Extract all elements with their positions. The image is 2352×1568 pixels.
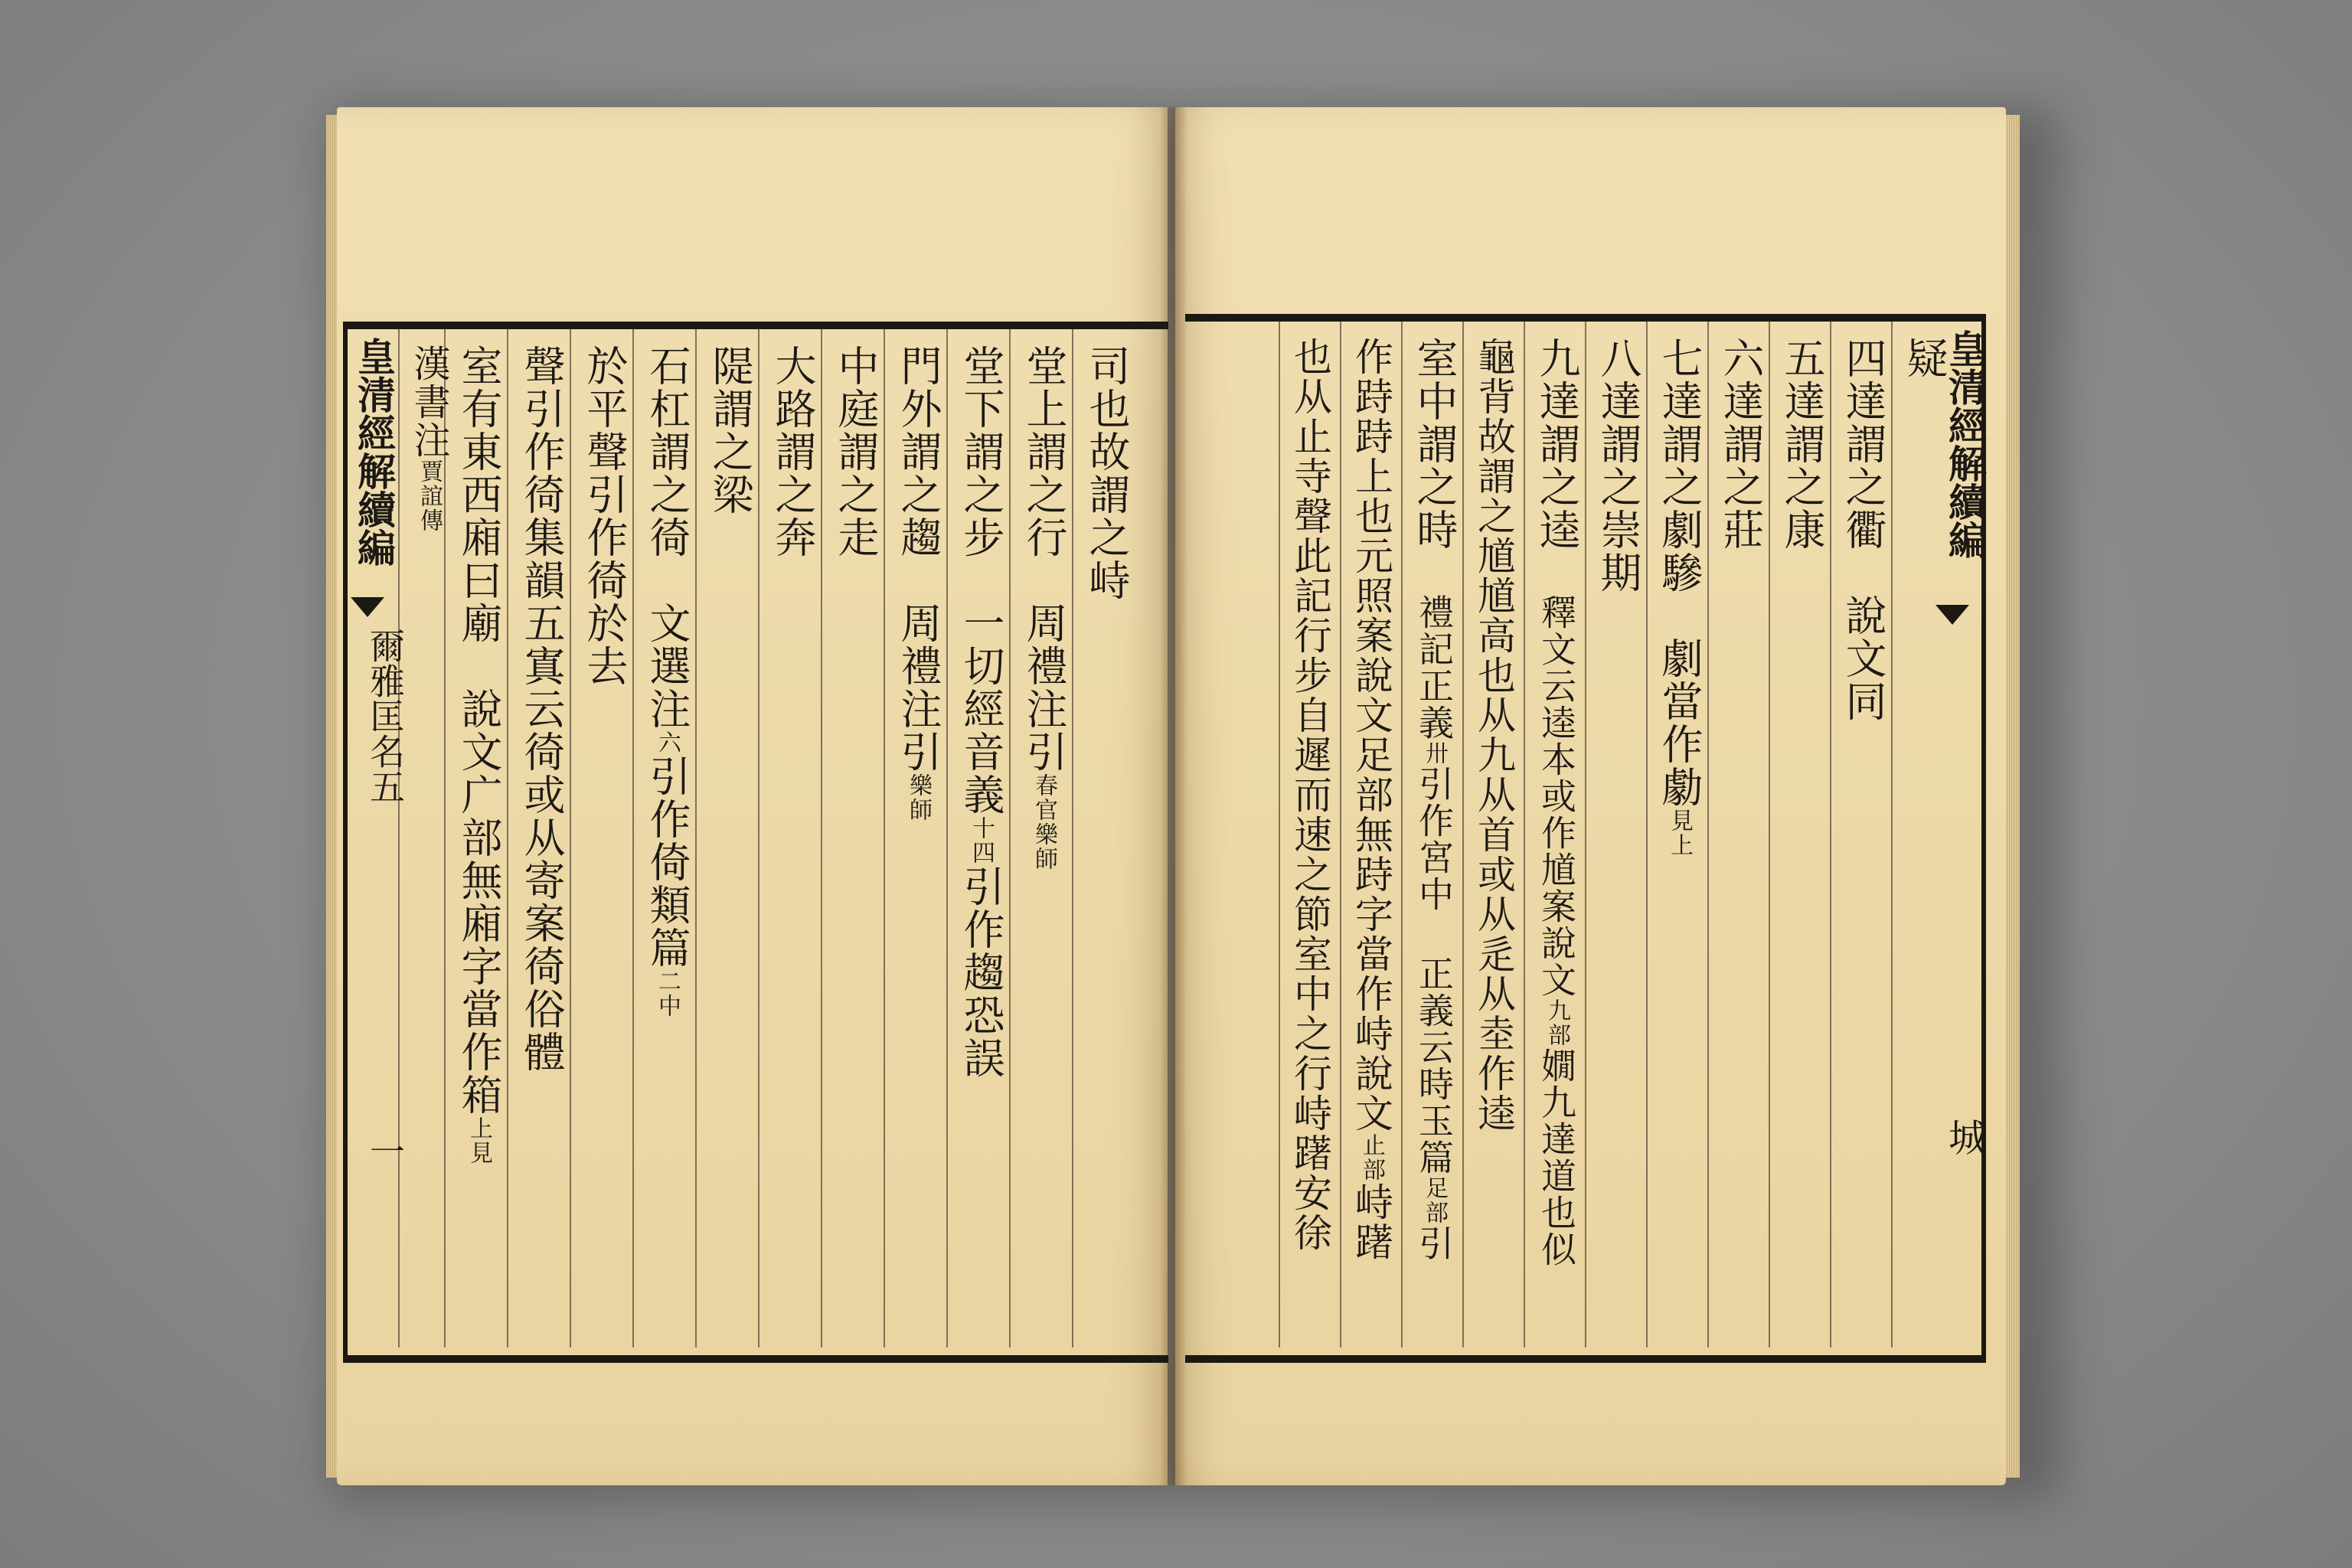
text-column [1410,337,1459,1262]
commentary-text: 作跱跱上也元照案說文足部無跱字當作峙說文 [1349,337,1393,1133]
small-note: 樂師 [905,773,932,822]
small-note: 二中 [654,969,681,1018]
small-note: 十四 [968,816,995,865]
commentary-text: 引作趨恐誤 [957,865,1005,1080]
commentary-text: 引作倚類篇 [643,755,691,969]
main-text: 司也故謂之峙 [1083,345,1131,602]
commentary-text: 引 [1413,1225,1455,1262]
main-text: 疑 [1900,337,1949,380]
page-edges-right [2004,115,2020,1478]
text-column [769,345,817,559]
commentary-text: 於平聲引作徛於去 [580,345,629,688]
small-note: 止部 [1358,1133,1385,1182]
commentary-text: 說文广部無廂字當作箱 [455,688,503,1116]
main-text: 四達謂之衢 [1839,337,1887,551]
column-rule [695,329,697,1348]
text-column [407,345,450,533]
text-column [957,345,1005,1080]
text-column [1839,337,1887,723]
column-rule [1585,322,1586,1348]
commentary-text: 釋文云逵本或作馗案說文 [1536,594,1577,998]
text-column [1083,345,1131,602]
banxin-volume-title [360,628,410,804]
small-note: 九部 [1544,998,1570,1047]
banxin-leaf-number [360,1133,410,1168]
commentary-text: 劇當作勮 [1655,637,1704,808]
column-rule [1072,329,1073,1348]
commentary-text: 也从止寺聲此記行步自遲而速之節室中之行峙躇安徐 [1288,337,1332,1253]
main-text: 八達謂之崇期 [1594,337,1642,594]
main-text: 九達謂之逵 [1533,337,1581,551]
main-text: 室有東西廂曰廟 [455,345,503,645]
text-column [1900,337,1949,380]
small-note: 六 [654,730,681,755]
series-title: 皇清經解續編 [1942,329,1988,559]
column-rule [1891,322,1893,1348]
commentary-text: 引作宮中 [1413,766,1455,913]
column-rule [570,329,571,1348]
text-column [706,345,754,516]
leaf-number: 一 [364,1133,406,1168]
small-note: 足部 [1421,1176,1448,1225]
text-column [1288,337,1332,1253]
commentary-text: 漢書注 [407,345,450,459]
column-rule [821,329,822,1348]
main-text: 大路謂之奔 [769,345,817,559]
commentary-text: 周禮注引 [1020,602,1068,773]
column-rule [1830,322,1831,1348]
small-note: 賈誼傳 [416,459,443,533]
column-rule [1462,322,1464,1348]
text-column [518,345,566,1073]
text-column [894,345,942,822]
series-title: 皇清經解續編 [351,337,397,567]
banxin-series-title [346,337,401,567]
column-rule [1009,329,1011,1348]
commentary-text: 一切經音義 [957,602,1005,816]
commentary-text: 聲引作徛集韻五寘云徛或从寄案徛俗體 [518,345,566,1073]
fishtail-mark [1936,605,1969,625]
text-column [1349,337,1393,1262]
volume-title: 爾雅匡名五 [364,628,406,804]
text-column [1717,337,1765,551]
commentary-text: 峙躇 [1349,1182,1393,1262]
banxin-leaf-mark [1937,1118,1992,1156]
main-text: 堂下謂之步 [957,345,1005,559]
leaf-mark: 城 [1942,1118,1987,1156]
main-text: 隄謂之梁 [706,345,754,516]
commentary-text: 嫺九達道也似 [1536,1047,1577,1268]
text-column [1594,337,1642,594]
column-rule [1524,322,1525,1348]
small-note: 見上 [1666,808,1693,858]
main-text: 中庭謂之走 [831,345,880,559]
column-rule [946,329,948,1348]
column-rule [884,329,885,1348]
text-column [1472,337,1516,1133]
commentary-text: 龜背故謂之馗馗高也从九从首或从辵从坴作逵 [1472,337,1516,1133]
commentary-text: 文選注 [643,602,691,730]
text-column [1020,345,1068,871]
text-column [1533,337,1581,1268]
text-column [580,345,629,688]
main-text: 石杠謂之徛 [643,345,691,559]
commentary-text: 正義云時玉篇 [1413,956,1455,1176]
main-text: 室中謂之時 [1410,337,1459,551]
text-column [455,345,503,1165]
column-rule [758,329,760,1348]
column-rule [1401,322,1403,1348]
main-text: 六達謂之莊 [1717,337,1765,551]
column-rule [507,329,508,1348]
column-rule [1707,322,1709,1348]
small-note: 卅 [1421,741,1448,766]
main-text: 七達謂之劇驂 [1655,337,1704,594]
text-column [1778,337,1826,551]
column-rule [632,329,634,1348]
commentary-text: 禮記正義 [1413,594,1455,741]
column-rule [1769,322,1770,1348]
small-note: 春官樂師 [1031,773,1057,871]
column-rule [1340,322,1341,1348]
small-note: 上見 [466,1116,492,1165]
main-text: 門外謂之趨 [894,345,942,559]
main-text: 五達謂之康 [1778,337,1826,551]
text-column [1655,337,1704,858]
main-text: 堂上謂之行 [1020,345,1068,559]
text-column [643,345,691,1018]
column-rule [1279,322,1280,1348]
column-rule [1646,322,1648,1348]
commentary-text: 周禮注引 [894,602,942,773]
fishtail-mark [351,597,384,617]
commentary-text: 說文同 [1839,594,1887,723]
text-column [831,345,880,559]
